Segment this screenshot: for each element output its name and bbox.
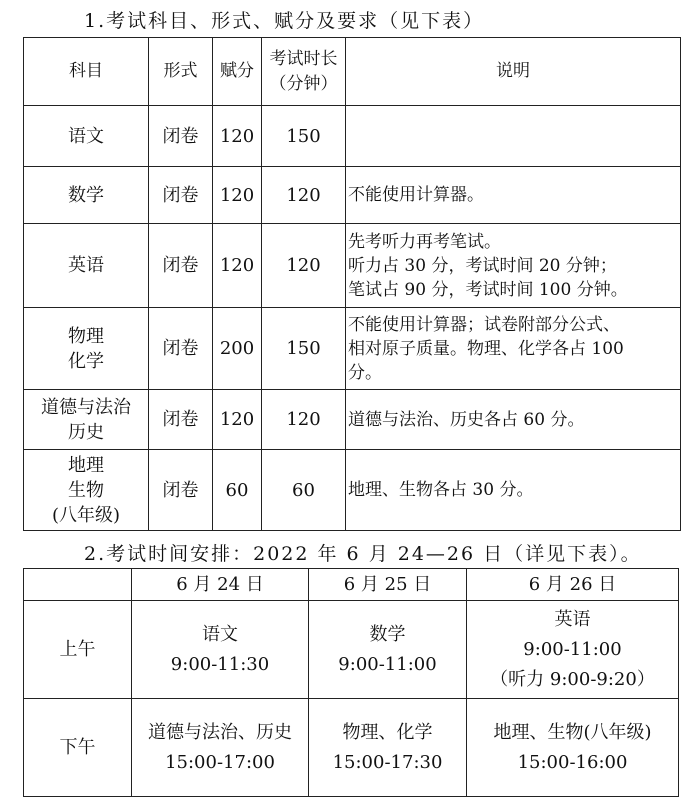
schedule-row-morning [24,601,679,699]
subject-line: (八年级) [51,504,121,526]
header-form: 形式 [149,38,213,106]
schedule-cell [467,601,679,699]
subject-line: 化学 [68,350,104,372]
schedule-time: 15:00-16:00 [517,751,628,773]
table-row [24,450,681,531]
note-line: 不能使用计算器。 [348,185,484,205]
schedule-time: 9:00-11:00 [338,653,437,675]
schedule-cell [132,601,309,699]
schedule-extra: （听力 9:00-9:20） [490,668,655,690]
row-subject [24,167,149,224]
note-line: 相对原子质量。物理、化学各占 100 [348,338,624,359]
row-note [346,224,681,308]
date-header: 6 月 25 日 [309,569,467,601]
section-2-heading: 2.考试时间安排：2022 年 6 月 24—26 日（详见下表）。 [84,543,642,565]
row-form: 闭卷 [149,390,213,450]
row-subject [24,390,149,450]
subject-line: 生物 [68,479,104,501]
row-duration: 120 [262,167,346,224]
note-line: 听力占 30 分，考试时间 20 分钟； [348,255,617,276]
header-duration-line2: （分钟） [269,73,338,94]
header-subject: 科目 [24,38,149,106]
schedule-subject: 地理、生物(八年级) [493,721,652,743]
schedule-cell [309,699,467,797]
note-line: 先考听力再考笔试。 [348,231,501,252]
row-score: 120 [213,224,262,308]
row-duration: 120 [262,390,346,450]
row-subject [24,450,149,531]
row-duration: 150 [262,308,346,390]
table-row [24,224,681,308]
subject-line: 数学 [68,184,104,206]
row-form: 闭卷 [149,106,213,167]
schedule-subject: 数学 [369,623,406,645]
schedule-row-afternoon [24,699,679,797]
schedule-corner-cell [24,569,132,601]
schedule-subject: 物理、化学 [342,721,433,743]
table-header-row [24,38,681,106]
date-header: 6 月 26 日 [467,569,679,601]
schedule-header-row [24,569,679,601]
subject-line: 英语 [68,255,104,276]
header-note: 说明 [346,38,681,106]
schedule-subject: 语文 [202,623,238,645]
note-line: 笔试占 90 分，考试时间 100 分钟。 [348,279,628,300]
schedule-subject: 英语 [554,608,591,630]
row-subject [24,224,149,308]
row-note [346,390,681,450]
subject-line: 道德与法治 [41,396,131,418]
subject-line: 物理 [68,325,104,347]
row-note [346,167,681,224]
row-note [346,106,681,167]
exam-schedule-table [23,568,679,797]
schedule-time: 9:00-11:00 [523,638,622,660]
schedule-subject: 道德与法治、历史 [148,721,292,743]
note-line: 道德与法治、历史各占 60 分。 [348,409,585,430]
row-score: 120 [213,167,262,224]
row-score: 200 [213,308,262,390]
schedule-cell [467,699,679,797]
row-duration: 150 [262,106,346,167]
schedule-time: 15:00-17:30 [332,751,443,773]
schedule-time: 9:00-11:30 [170,653,270,675]
row-score: 120 [213,106,262,167]
row-note [346,308,681,390]
note-line: 不能使用计算器；试卷附部分公式、 [348,314,620,335]
table-row [24,390,681,450]
subject-line: 语文 [68,125,104,147]
row-subject [24,106,149,167]
subject-line: 历史 [68,421,104,443]
row-form: 闭卷 [149,167,213,224]
period-label-afternoon: 下午 [24,699,132,797]
header-duration-line1: 考试时长 [269,48,338,69]
table-row [24,167,681,224]
row-duration: 60 [262,450,346,531]
subject-line: 地理 [68,454,104,476]
table-row [24,308,681,390]
row-score: 60 [213,450,262,531]
schedule-cell [309,601,467,699]
row-form: 闭卷 [149,308,213,390]
header-score: 赋分 [213,38,262,106]
header-duration [262,38,346,106]
note-line: 分。 [348,362,382,383]
row-score: 120 [213,390,262,450]
row-subject [24,308,149,390]
row-duration: 120 [262,224,346,308]
row-note [346,450,681,531]
schedule-time: 15:00-17:00 [165,751,275,773]
table-row [24,106,681,167]
row-form: 闭卷 [149,450,213,531]
note-line: 地理、生物各占 30 分。 [348,480,534,500]
section-1-heading: 1.考试科目、形式、赋分及要求（见下表） [84,10,485,32]
exam-subjects-table [23,37,681,531]
row-form: 闭卷 [149,224,213,308]
date-header: 6 月 24 日 [132,569,309,601]
period-label-morning: 上午 [24,601,132,699]
schedule-cell [132,699,309,797]
